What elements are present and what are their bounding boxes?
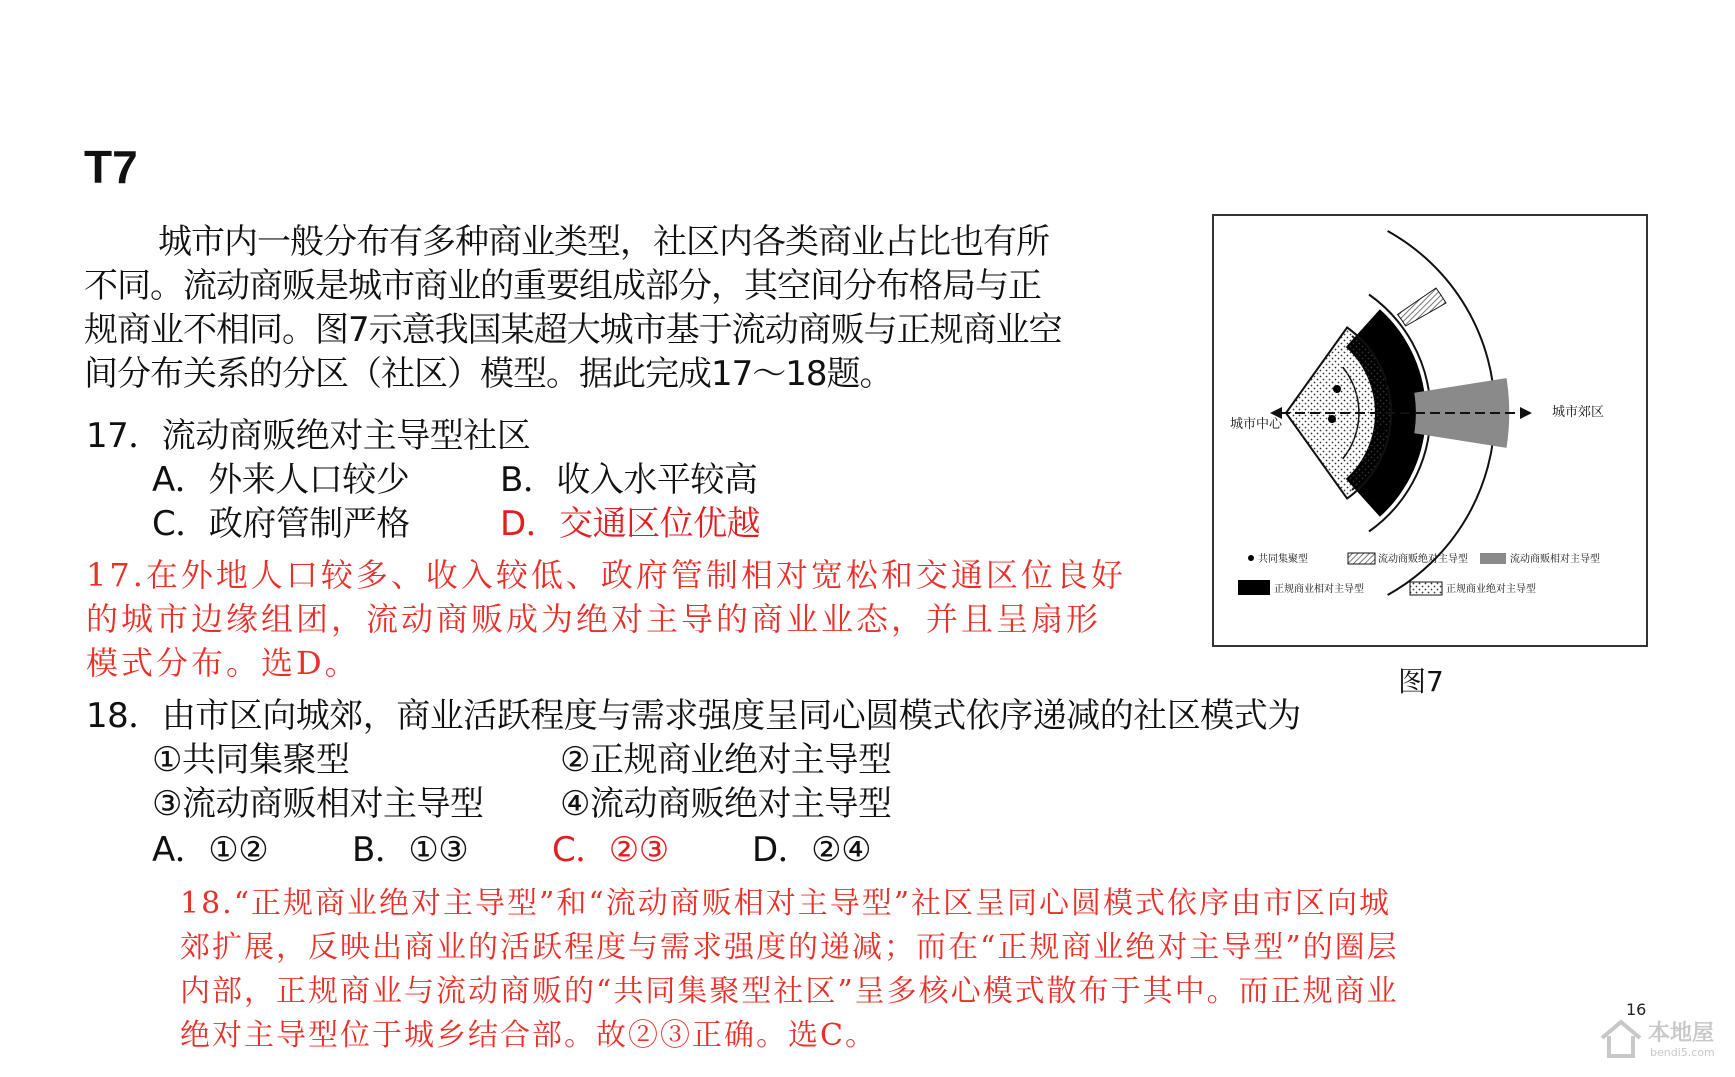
house-icon [1598,1016,1644,1062]
legend-label-mobile-absolute: 流动商贩绝对主导型 [1378,554,1468,565]
figure-7 [1212,214,1648,647]
legend-label-cluster: 共同集聚型 [1258,554,1308,565]
legend-swatch-black [1238,580,1270,595]
q18-explanation-line: 绝对主导型位于城乡结合部。故②③正确。选C。 [180,1018,877,1053]
legend-swatch-hatch [1348,553,1375,564]
watermark-url: bendi5.com [1650,1046,1715,1059]
q18-explanation-line: 内部，正规商业与流动商贩的“共同集聚型社区”呈多核心模式散布于其中。而正规商业 [180,974,1399,1009]
legend-swatch-dots [1410,582,1442,595]
arrow-to-suburb [1520,407,1532,419]
intro-line: 不同。流动商贩是城市商业的重要组成部分，其空间分布格局与正 [84,266,1041,306]
q18-item-2: ②正规商业绝对主导型 [560,740,892,780]
q18-explanation-line: 郊扩展，反映出商业的活跃程度与需求强度的递减；而在“正规商业绝对主导型”的圈层 [180,930,1399,965]
q18-option-a[interactable]: A．①② [152,830,269,870]
q17-option-d-correct[interactable]: D．交通区位优越 [500,504,761,544]
q18-item-3: ③流动商贩相对主导型 [152,784,484,824]
q18-item-1: ①共同集聚型 [152,740,350,780]
q17-option-c[interactable]: C．政府管制严格 [152,504,410,544]
q18-explanation-line: 18.“正规商业绝对主导型”和“流动商贩相对主导型”社区呈同心圆模式依序由市区向城 [180,886,1392,921]
legend-label-mobile-relative: 流动商贩相对主导型 [1510,554,1600,565]
legend-swatch-grey [1480,553,1506,564]
legend-label-regular-absolute: 正规商业绝对主导型 [1446,584,1536,595]
cluster-dot [1377,426,1385,434]
page-number: 16 [1626,1000,1647,1019]
mobile-vendor-absolute-wedge [1398,288,1446,326]
label-suburb: 城市郊区 [1552,405,1605,420]
q17-explanation-line: 模式分布。选D。 [86,644,360,682]
legend-label-regular-relative: 正规商业相对主导型 [1274,584,1364,595]
watermark [1596,1012,1732,1070]
problem-title: T7 [84,141,138,193]
intro-line: 间分布关系的分区（社区）模型。据此完成17～18题。 [84,354,893,394]
question-18-stem: 18．由市区向城郊，商业活跃程度与需求强度呈同心圆模式依序递减的社区模式为 [86,696,1301,736]
q18-option-d[interactable]: D．②④ [752,830,872,870]
legend-swatch-cluster [1248,555,1254,561]
q17-explanation-line: 17.在外地人口较多、收入较低、政府管制相对宽松和交通区位良好 [86,556,1126,594]
cluster-dot [1386,378,1394,386]
question-17-stem: 17．流动商贩绝对主导型社区 [86,416,531,456]
intro-line: 城市内一般分布有多种商业类型，社区内各类商业占比也有所 [158,222,1049,262]
q17-option-b[interactable]: B．收入水平较高 [500,460,758,500]
q18-item-4: ④流动商贩绝对主导型 [560,784,892,824]
q18-option-b[interactable]: B．①③ [352,830,469,870]
cluster-dot [1333,385,1341,393]
q17-option-a[interactable]: A．外来人口较少 [152,460,410,500]
figure-7-diagram [1214,216,1646,645]
figure-caption: 图7 [1398,665,1444,698]
cluster-dot [1328,415,1336,423]
q18-option-c-correct[interactable]: C．②③ [552,830,669,870]
q17-explanation-line: 的城市边缘组团，流动商贩成为绝对主导的商业业态，并且呈扇形 [86,600,1102,638]
label-city-center: 城市中心 [1230,417,1283,432]
watermark-text: 本地屋 [1648,1021,1715,1046]
intro-line: 规商业不相同。图7示意我国某超大城市基于流动商贩与正规商业空 [84,310,1062,350]
